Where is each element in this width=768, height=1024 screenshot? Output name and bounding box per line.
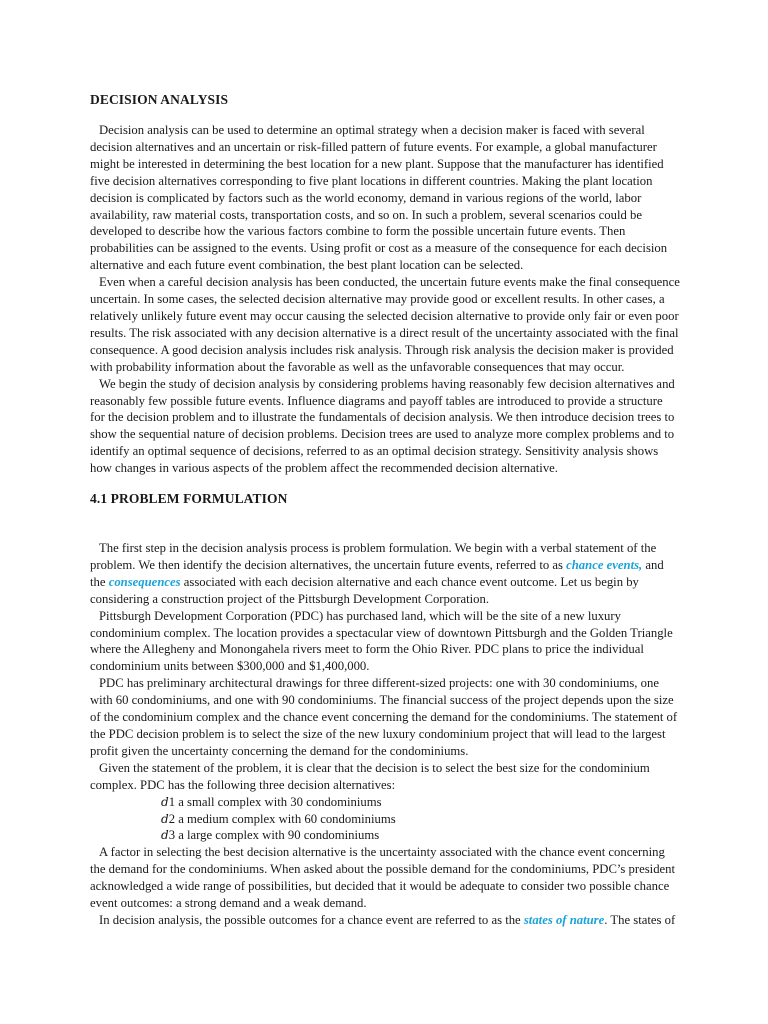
alternative-text: a large complex with 90 condominiums bbox=[175, 828, 380, 843]
alternative-text: a medium complex with 60 condominiums bbox=[175, 811, 396, 826]
alternative-number: 2 bbox=[168, 811, 176, 826]
term-consequences: consequences bbox=[108, 574, 181, 589]
document-body bbox=[90, 92, 680, 929]
decision-alternative bbox=[90, 811, 680, 828]
intro-paragraph-1: Decision analysis can be used to determine an optimal strategy when a decision maker is faced with several decision alternatives and an uncertain or risk-filled pattern of future events. For example, a global manufacturer might be interested in determining the best location for a new plant. Suppose that the manufacturer has identified five decision alternatives corresponding to five plant locations in different countries. Making the plant location decision is complicated by factors such as the world economy, demand in various regions of the world, labor availability, raw material costs, transportation costs, and so on. In such a problem, several scenarios could be developed to describe how the various factors combine to form the possible uncertain future events. Then probabilities can be assigned to the events. Using profit or cost as a measure of the consequence for each decision alternative and each future event combination, the best plant location can be selected. bbox=[90, 123, 668, 273]
p1-text-b: and the bbox=[90, 557, 664, 589]
section-heading: 4.1 PROBLEM FORMULATION bbox=[90, 491, 288, 507]
decision-alternative bbox=[90, 794, 680, 811]
section-paragraph-6 bbox=[90, 912, 680, 929]
alternative-symbol: d bbox=[161, 811, 169, 826]
alternative-symbol: d bbox=[161, 828, 169, 843]
p1-text-a: The first step in the decision analysis process is problem formulation. We begin with a verbal statement of the problem. We then identify the decision alternatives, the uncertain future events, referred to as bbox=[90, 541, 657, 572]
section-paragraph-4: Given the statement of the problem, it is clear that the decision is to select the best size for the condominium complex. PDC has the following three decision alternatives: bbox=[90, 760, 650, 792]
alternative-symbol: d bbox=[161, 794, 169, 809]
alternative-number: 1 bbox=[168, 794, 176, 809]
alternative-number: 3 bbox=[168, 828, 176, 843]
decision-alternative bbox=[90, 827, 680, 844]
decision-alternatives-list bbox=[90, 794, 680, 845]
alternative-text: a small complex with 30 condominiums bbox=[175, 794, 382, 809]
chapter-title: DECISION ANALYSIS bbox=[90, 92, 229, 107]
section-paragraph-2: Pittsburgh Development Corporation (PDC) has purchased land, which will be the site of a new luxury condominium complex. The location provides a spectacular view of downtown Pittsburgh and the Golden Triangle where the Allegheny and Monongahela rivers meet to form the Ohio River. PDC plans to price the individual condominium units between $300,000 and $1,400,000. bbox=[90, 608, 673, 674]
term-chance-events: chance events, bbox=[566, 557, 643, 572]
section-paragraph-1 bbox=[90, 540, 680, 608]
p6-text-a: In decision analysis, the possible outcomes for a chance event are referred to as the bbox=[99, 912, 524, 927]
section-paragraph-3: PDC has preliminary architectural drawings for three different-sized projects: one with 30 condominiums, one with 60 condominiums, and one with 90 condominiums. The financial success of the project depends upon the size of the condominium complex and the chance event concerning the demand for the condominiums. The statement of the PDC decision problem is to select the size of the new luxury condominium project that will lead to the largest profit given the uncertainty concerning the demand for the condominiums. bbox=[90, 676, 678, 758]
p6-text-b: . The states of bbox=[604, 912, 676, 927]
term-states-of-nature: states of nature bbox=[523, 912, 605, 927]
intro-paragraph-3: We begin the study of decision analysis by considering problems having reasonably few decision alternatives and reasonably few possible future events. Influence diagrams and payoff tables are introduced to provide a structure for the decision problem and to illustrate the fundamentals of decision analysis. We then introduce decision trees to show the sequential nature of decision problems. Decision trees are used to analyze more complex problems and to identify an optimal sequence of decisions, referred to as an optimal decision strategy. Sensitivity analysis shows how changes in various aspects of the problem affect the recommended decision alternative. bbox=[90, 376, 675, 476]
intro-paragraph-2: Even when a careful decision analysis has been conducted, the uncertain future events make the final consequence uncertain. In some cases, the selected decision alternative may provide good or excellent results. In other cases, a relatively unlikely future event may occur causing the selected decision alternative to provide only fair or even poor results. The risk associated with any decision alternative is a direct result of the uncertainty associated with the final consequence. A good decision analysis includes risk analysis. Through risk analysis the decision maker is provided with probability information about the favorable as well as the unfavorable consequences that may occur. bbox=[90, 275, 680, 374]
section-paragraph-5: A factor in selecting the best decision alternative is the uncertainty associated with the chance event concerning the demand for the condominiums. When asked about the possible demand for the condominiums, PDC’s president acknowledged a wide range of possibilities, but decided that it would be adequate to consider two possible chance event outcomes: a strong demand and a weak demand. bbox=[90, 845, 676, 911]
p1-text-c: associated with each decision alternative and each chance event outcome. Let us begin by considering a construction project of the Pittsburgh Development Corporation. bbox=[90, 574, 639, 606]
